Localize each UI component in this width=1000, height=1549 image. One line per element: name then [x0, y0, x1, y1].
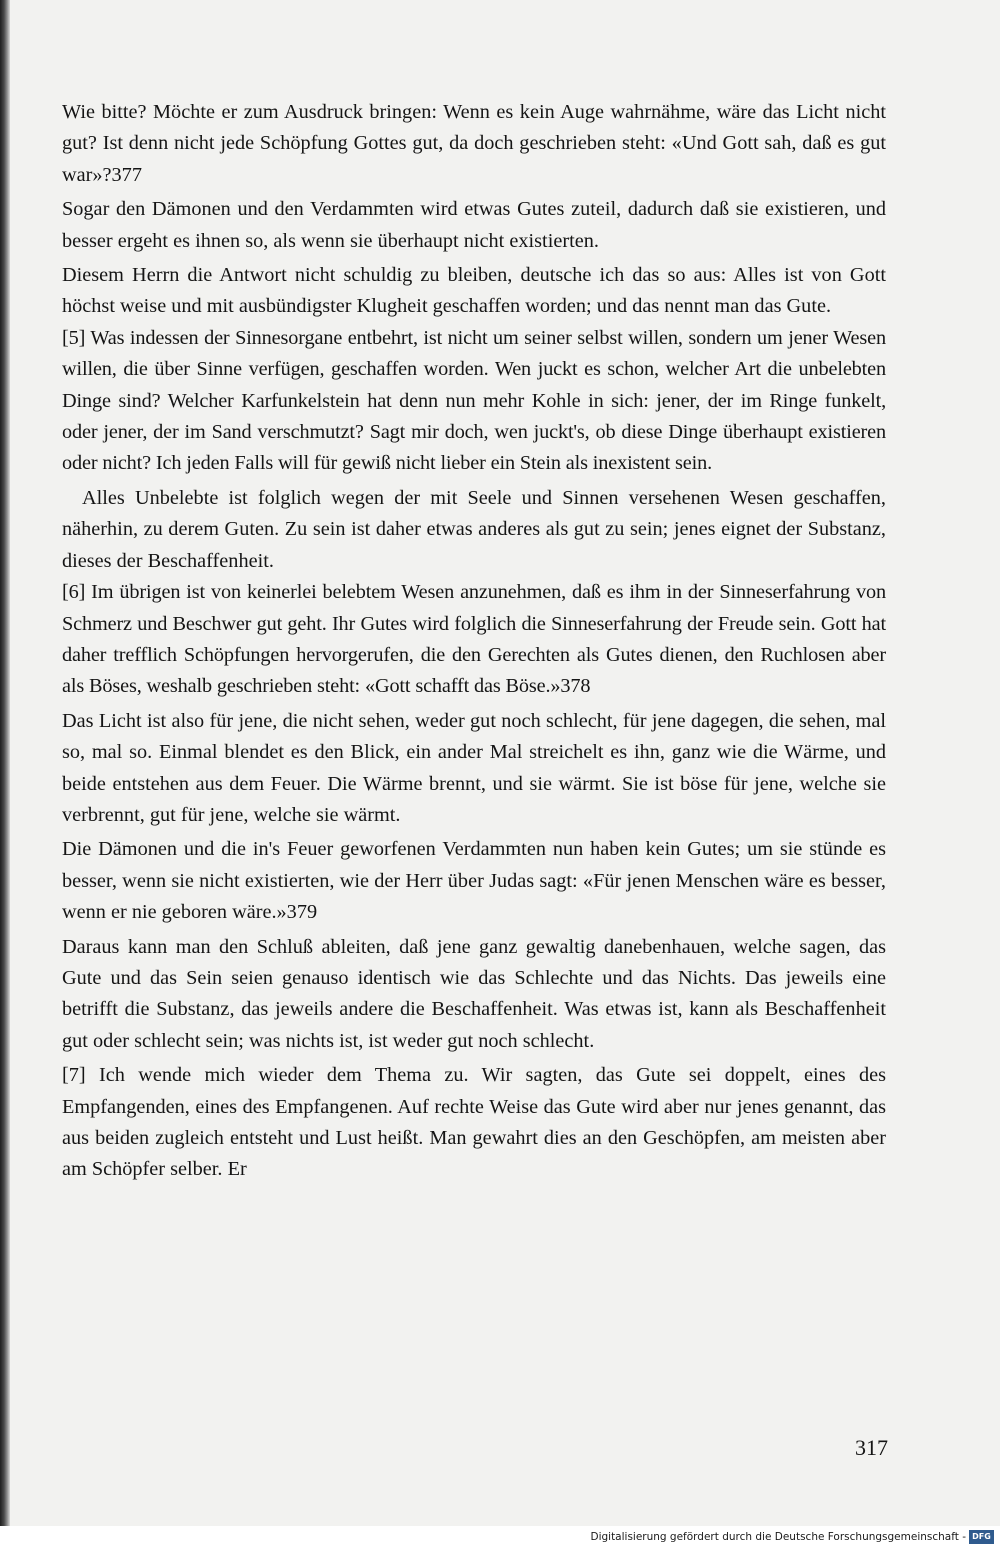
- paragraph-3: Diesem Herrn die Antwort nicht schuldig zu bleiben, deutsche ich das so aus: Alles ist von Gott höchst weise und mit ausbündigster Klugheit geschaffen worden; und das nennt man das Gute.: [62, 264, 886, 318]
- paragraph-8: Die Dämonen und die in's Feuer geworfenen Verdammten nun haben kein Gutes; um sie stünde es besser, wenn sie nicht existierten, wie der Herr über Judas sagt: «Für jenen Menschen wäre es besser, wenn er nie geboren wäre.»379: [62, 838, 886, 924]
- footer-credit: Digitalisierung gefördert durch die Deutsche Forschungsgemeinschaft -: [590, 1531, 966, 1543]
- dfg-logo-icon: DFG: [969, 1530, 994, 1544]
- paragraph-10: [7] Ich wende mich wieder dem Thema zu. Wir sagten, das Gute sei doppelt, eines des Empfangenden, eines des Empfangenen. Auf rechte Weise das Gute wird aber nur jenes genannt, das aus beiden zugleich entsteht und Lust heißt. Man gewahrt dies an den Geschöpfen, am meisten aber am Schöpfer selber. Er: [62, 1064, 886, 1181]
- paragraph-4: [5] Was indessen der Sinnesorgane entbehrt, ist nicht um seiner selbst willen, sondern um jener Wesen willen, die über Sinne verfügen, geschaffen worden. Wen juckt es schon, welcher Art die unbelebten Dinge sind? Welcher Karfunkelstein hat denn nun mehr Kohle in sich: jener, der im Ringe funkelt, oder jener, der im Sand verschmutzt? Sagt mir doch, wen juckt's, ob diese Dinge überhaupt existieren oder nicht? Ich jeden Falls will für gewiß nicht lieber ein Stein als inexistent sein.: [62, 326, 886, 475]
- paragraph-6: [6] Im übrigen ist von keinerlei belebtem Wesen anzunehmen, daß es ihm in der Sinneserfahrung von Schmerz und Beschwer gut geht. Ihr Gutes wird folglich die Sinneserfahrung der Freude sein. Gott hat daher trefflich Schöpfungen hervorgerufen, die den Gerechten als Gutes dienen, den Ruchlosen aber als Böses, weshalb geschrieben steht: «Gott schafft das Böse.»378: [62, 581, 886, 698]
- paragraph-7: Das Licht ist also für jene, die nicht sehen, weder gut noch schlecht, für jene dagegen, die sehen, mal so, mal so. Einmal blendet es den Blick, ein ander Mal streichelt es ihn, ganz wie die Wärme, und beide entstehen aus dem Feuer. Die Wärme brennt, und sie wärmt. Sie ist böse für jene, welche sie verbrennt, gut für jene, welche sie wärmt.: [62, 709, 886, 826]
- paragraph-9: Daraus kann man den Schluß ableiten, daß jene ganz gewaltig danebenhauen, welche sagen, das Gute und das Sein seien genauso identisch wie das Schlechte und das Nichts. Das jeweils eine betrifft die Substanz, das jeweils andere die Beschaffenheit. Was etwas ist, kann als Beschaffenheit gut oder schlecht sein; was nichts ist, ist weder gut noch schlecht.: [62, 935, 886, 1052]
- page-number: 317: [855, 1435, 888, 1460]
- paragraph-1: Wie bitte? Möchte er zum Ausdruck bringen: Wenn es kein Auge wahrnähme, wäre das Licht nicht gut? Ist denn nicht jede Schöpfung Gottes gut, da doch geschrieben steht: «Und Gott sah, daß es gut war»?377: [62, 101, 886, 186]
- paragraph-5: Alles Unbelebte ist folglich wegen der mit Seele und Sinnen versehenen Wesen geschaffen, näherhin, zu derem Guten. Zu sein ist daher etwas anderes als gut zu sein; jenes eignet der Substanz, dieses der Beschaffenheit.: [62, 486, 886, 572]
- body-text: [62, 97, 886, 1186]
- book-binding-edge: [0, 0, 10, 1526]
- paragraph-2: Sogar den Dämonen und den Verdammten wird etwas Gutes zuteil, dadurch daß sie existieren, und besser ergeht es ihnen so, als wenn sie überhaupt nicht existierten.: [62, 198, 886, 252]
- digitization-footer: [0, 1526, 1000, 1549]
